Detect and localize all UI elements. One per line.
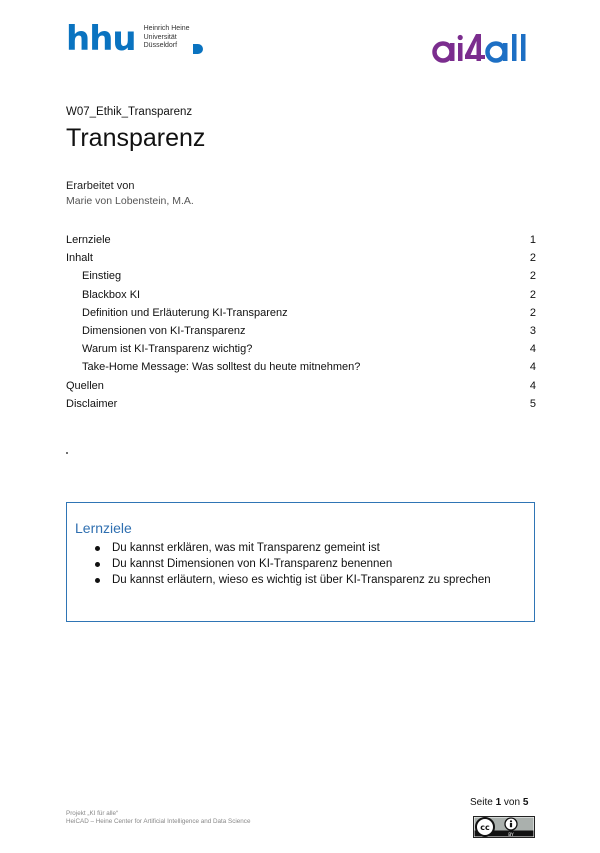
toc-entry-quellen[interactable] bbox=[66, 377, 536, 395]
toc-entry-einstieg[interactable] bbox=[66, 267, 536, 285]
page-between: von bbox=[503, 797, 521, 808]
toc-entry-page: 1 bbox=[529, 234, 536, 246]
hhu-logo bbox=[66, 19, 190, 59]
author-label: Erarbeitet von bbox=[66, 180, 135, 192]
list-item bbox=[95, 572, 491, 588]
footer-center-line: HeiCAD – Heine Center for Artificial Intelligence and Data Science bbox=[66, 818, 251, 825]
toc-entry-label: Take-Home Message: Was solltest du heute mitnehmen? bbox=[82, 361, 361, 374]
hhu-subtitle-line: Heinrich Heine bbox=[143, 25, 190, 32]
bullet-icon bbox=[95, 578, 100, 583]
toc-entry-take-home[interactable] bbox=[66, 358, 536, 376]
toc-entry-label: Disclaimer bbox=[66, 397, 118, 410]
toc-entry-label: Quellen bbox=[66, 379, 104, 392]
toc-entry-lernziele[interactable] bbox=[66, 231, 536, 249]
learning-goal-text: Du kannst erklären, was mit Transparenz gemeint ist bbox=[112, 542, 380, 554]
toc-entry-definition[interactable] bbox=[66, 304, 536, 322]
page-prefix: Seite bbox=[470, 797, 493, 808]
page-current: 1 bbox=[495, 797, 502, 808]
toc-entry-page: 2 bbox=[529, 306, 536, 319]
learning-goals-heading: Lernziele bbox=[75, 520, 132, 536]
hhu-logo-text: hhu bbox=[66, 19, 136, 59]
toc-entry-warum[interactable] bbox=[66, 340, 536, 358]
toc-entry-blackbox[interactable] bbox=[66, 286, 536, 304]
toc-entry-page: 2 bbox=[529, 252, 536, 265]
page-number bbox=[470, 797, 528, 808]
ai4all-logo bbox=[432, 28, 538, 70]
toc-entry-page: 5 bbox=[529, 397, 536, 410]
learning-goals-box bbox=[66, 502, 535, 622]
bullet-icon bbox=[95, 546, 100, 551]
page-total: 5 bbox=[522, 797, 529, 808]
hhu-subtitle-line: Universität bbox=[143, 33, 177, 41]
cc-by-license-icon bbox=[473, 816, 535, 838]
hhu-logo-mark bbox=[193, 44, 203, 54]
toc-entry-label: Warum ist KI-Transparenz wichtig? bbox=[82, 343, 253, 356]
toc-entry-dimensionen[interactable] bbox=[66, 322, 536, 340]
toc-entry-page: 4 bbox=[529, 343, 536, 356]
toc-entry-inhalt[interactable] bbox=[66, 249, 536, 267]
table-of-contents bbox=[66, 231, 536, 413]
toc-entry-label: Definition und Erläuterung KI-Transparenz bbox=[82, 306, 288, 319]
list-item bbox=[95, 556, 491, 572]
svg-text:cc: cc bbox=[480, 823, 490, 832]
learning-goal-text: Du kannst erläutern, wieso es wichtig ist über KI-Transparenz zu sprechen bbox=[112, 574, 491, 586]
list-item bbox=[95, 540, 491, 556]
toc-entry-page: 4 bbox=[529, 379, 536, 392]
bullet-icon bbox=[95, 562, 100, 567]
license-label: BY bbox=[508, 833, 514, 838]
toc-entry-label: Blackbox KI bbox=[82, 288, 141, 301]
toc-entry-label: Einstieg bbox=[82, 270, 122, 283]
toc-entry-page: 4 bbox=[529, 361, 536, 374]
toc-entry-label: Inhalt bbox=[66, 252, 93, 265]
footer-project-info bbox=[66, 810, 250, 826]
toc-entry-label: Dimensionen von KI-Transparenz bbox=[82, 324, 246, 337]
toc-entry-page: 3 bbox=[529, 324, 536, 337]
learning-goal-text: Du kannst Dimensionen von KI-Transparenz benennen bbox=[112, 558, 393, 570]
page-title: Transparenz bbox=[66, 124, 206, 152]
author-name: Marie von Lobenstein, M.A. bbox=[66, 195, 194, 207]
learning-goals-list bbox=[95, 540, 491, 588]
hhu-subtitle-line: Düsseldorf bbox=[143, 42, 178, 49]
hhu-logo-subtitle bbox=[144, 25, 190, 51]
toc-entry-disclaimer[interactable] bbox=[66, 395, 536, 413]
stray-dot bbox=[66, 452, 68, 454]
footer-project-line: Projekt „KI für alle“ bbox=[66, 810, 119, 817]
toc-entry-page: 2 bbox=[529, 270, 536, 283]
toc-entry-label: Lernziele bbox=[66, 234, 111, 246]
document-code: W07_Ethik_Transparenz bbox=[66, 106, 193, 118]
toc-entry-page: 2 bbox=[529, 288, 536, 301]
